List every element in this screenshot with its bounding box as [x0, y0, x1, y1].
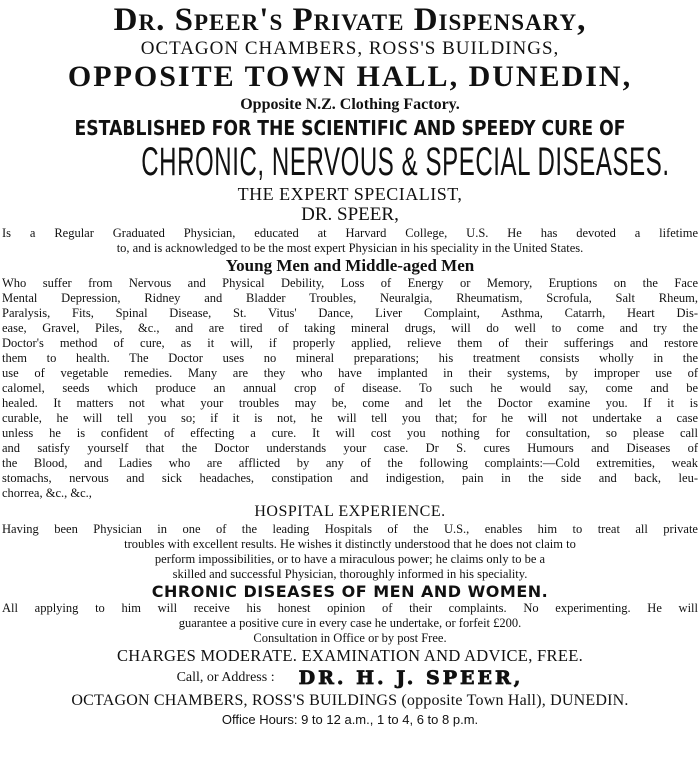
paragraph-line: Paralysis, Fits, Spinal Disease, St. Vitus' Dance, Liver Complaint, Asthma, Catarrh, Heart Dis- — [2, 306, 698, 320]
address-line: OCTAGON CHAMBERS, ROSS'S BUILDINGS (opposite Town Hall), DUNEDIN. — [71, 692, 629, 709]
paragraph-line: Who suffer from Nervous and Physical Debility, Loss of Energy or Memory, Eruptions on the Face — [2, 276, 698, 290]
intro-paragraph — [2, 226, 698, 256]
paragraph-line: unless he is confident of effecting a cure. It will cost you nothing for consultation, so please call — [2, 426, 698, 440]
advertisement-page — [0, 2, 700, 779]
paragraph-line: stomachs, nervous and sick headaches, constipation and indigestion, pain in the side and back, leu- — [2, 471, 698, 485]
paragraph-line: troubles with excellent results. He wishes it distinctly understood that he does not claim to — [124, 537, 576, 551]
intro-line: to, and is acknowledged to be the most expert Physician in his speciality in the United States. — [116, 241, 584, 255]
paragraph-line: Consultation in Office or by post Free. — [253, 631, 447, 645]
young-men-paragraph — [2, 276, 698, 501]
paragraph-line: skilled and successful Physician, thoroughly informed in his speciality. — [172, 567, 528, 581]
paragraph-line: the Blood, and Ladies who are afflicted by any of the following complaints:—Cold extremities, weak — [2, 456, 698, 470]
dispensary-title: Dr. Speer's Private Dispensary, — [113, 2, 587, 38]
paragraph-line: use of vegetable remedies. Many are they who have implanted in their systems, by improper use of — [2, 366, 698, 380]
call-label: Call, or Address : — [176, 670, 275, 685]
call-row — [2, 665, 698, 691]
established-line: ESTABLISHED FOR THE SCIENTIFIC AND SPEEDY CURE OF — [74, 116, 626, 140]
chronic-diseases-heading: CHRONIC DISEASES OF MEN AND WOMEN. — [151, 582, 549, 601]
paragraph-line: Mental Depression, Ridney and Bladder Troubles, Neuralgia, Rheumatism, Scrofula, Salt Rheum, — [2, 291, 698, 305]
location-line: OCTAGON CHAMBERS, ROSS'S BUILDINGS, — [140, 38, 560, 59]
chronic-paragraph — [2, 601, 698, 646]
doctor-name-line: DR. SPEER, — [301, 204, 399, 225]
paragraph-line: healed. It matters not what your troubles may be, come and let the Doctor examine you. If it is — [2, 396, 698, 410]
diseases-heading: CHRONIC, NERVOUS & SPECIAL DISEASES. — [141, 140, 670, 184]
expert-specialist-line: THE EXPERT SPECIALIST, — [237, 184, 463, 204]
paragraph-line: chorrea, &c., &c., — [2, 486, 92, 500]
paragraph-line: All applying to him will receive his honest opinion of their complaints. No experimenting. He will — [2, 601, 698, 615]
intro-line: Is a Regular Graduated Physician, educated at Harvard College, U.S. He has devoted a lifetime — [2, 226, 698, 240]
clothing-factory-line: Opposite N.Z. Clothing Factory. — [240, 96, 460, 113]
paragraph-line: Having been Physician in one of the leading Hospitals of the U.S., enables him to treat all private — [2, 522, 698, 536]
young-men-heading: Young Men and Middle-aged Men — [225, 256, 475, 275]
doctor-full-name: DR. H. J. SPEER, — [298, 667, 524, 689]
paragraph-line: perform impossibilities, or to have a miraculous power; he claims only to be a — [154, 552, 546, 566]
paragraph-line: guarantee a positive cure in every case he undertake, or forfeit £200. — [178, 616, 522, 630]
opposite-town-hall-line: OPPOSITE TOWN HALL, DUNEDIN, — [67, 60, 633, 93]
paragraph-line: ease, Gravel, Piles, &c., and are tired of taking mineral drugs, will do well to come and try the — [2, 321, 698, 335]
office-hours: Office Hours: 9 to 12 a.m., 1 to 4, 6 to 8 p.m. — [221, 712, 479, 727]
paragraph-line: them to health. The Doctor uses no mineral preparations; his treatment consists wholly in the — [2, 351, 698, 365]
paragraph-line: and satisfy yourself that the Doctor understands your case. Dr S. cures Humours and Diseases of — [2, 441, 698, 455]
hospital-paragraph — [2, 522, 698, 582]
paragraph-line: curable, he will tell you so; if it is not, he will tell you that; for he will not undertake a case — [2, 411, 698, 425]
paragraph-line: calomel, seeds which produce an annual crop of disease. To such he would say, come and be — [2, 381, 698, 395]
charges-line: CHARGES MODERATE. EXAMINATION AND ADVICE, FREE. — [116, 646, 584, 665]
paragraph-line: Doctor's method of cure, as it will, if properly applied, relieve them of their sufferings and restore — [2, 336, 698, 350]
hospital-heading: HOSPITAL EXPERIENCE. — [254, 503, 446, 520]
